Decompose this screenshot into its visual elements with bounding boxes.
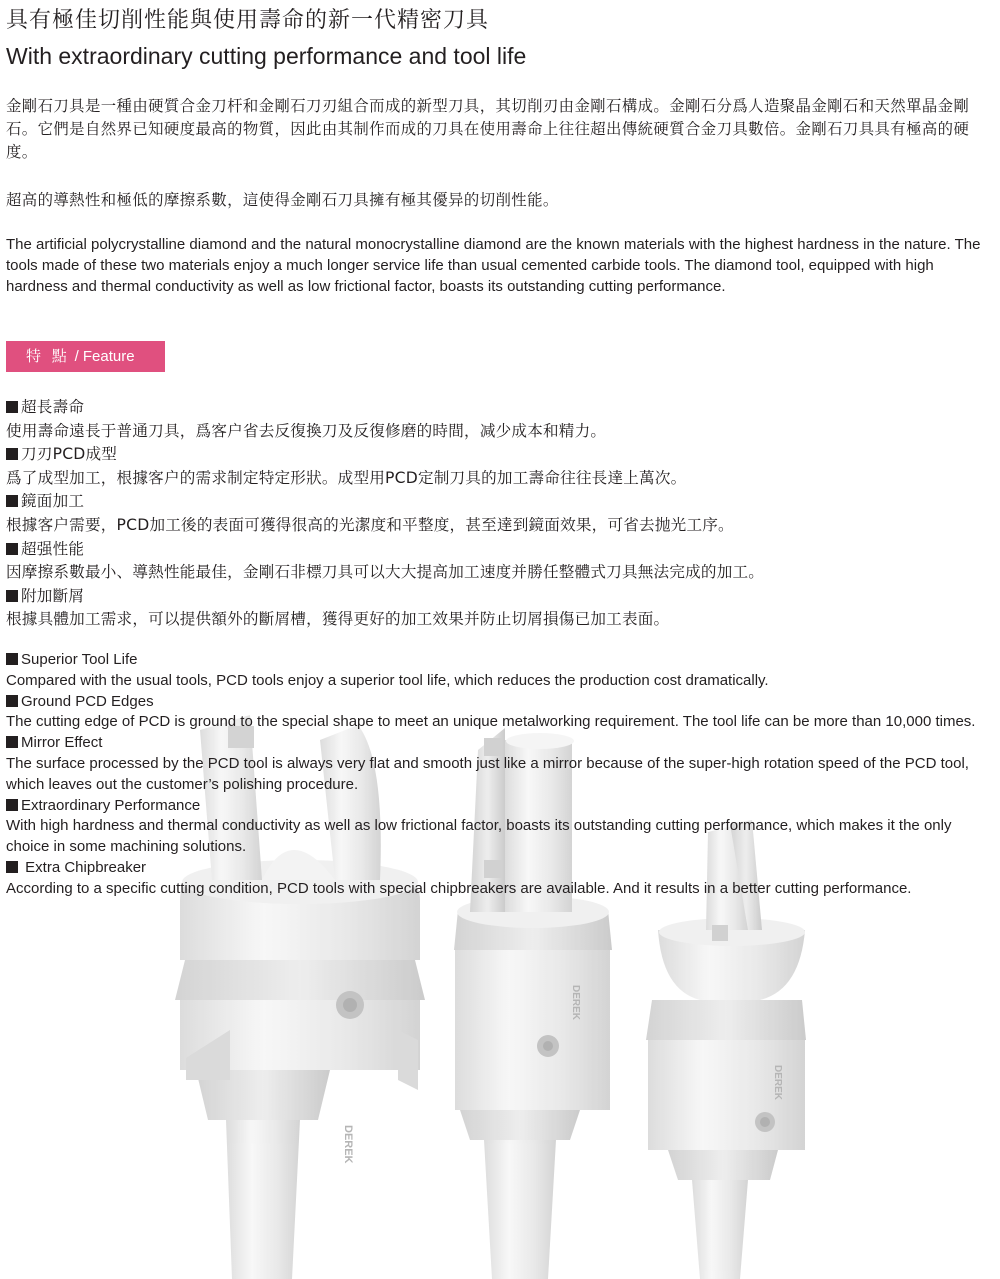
page-title-zh: 具有極佳切削性能與使用壽命的新一代精密刀具 <box>6 8 490 33</box>
brand-label-1: DEREK <box>342 1125 354 1164</box>
feature-section-badge <box>6 341 165 372</box>
feature-zh-desc: 因摩擦系數最小、導熱性能最佳，金剛石非標刀具可以大大提高加工速度并勝任整體式刀具無法完成的加工。 <box>6 563 765 582</box>
feature-list-en <box>6 650 996 900</box>
bullet-square-icon <box>6 543 18 555</box>
feature-en-desc: According to a specific cutting condition, PCD tools with special chipbreakers are available. And it results in a better cutting performance. <box>6 879 912 897</box>
bullet-square-icon <box>6 695 18 707</box>
page-title-en: With extraordinary cutting performance and tool life <box>6 43 527 69</box>
feature-en-title: Mirror Effect <box>6 733 996 754</box>
feature-en-title: Ground PCD Edges <box>6 692 996 713</box>
bullet-square-icon <box>6 448 18 460</box>
feature-zh-title: 附加斷屑 <box>6 585 991 609</box>
bullet-square-icon <box>6 799 18 811</box>
intro-paragraph-en: The artificial polycrystalline diamond and the natural monocrystalline diamond are the known materials with the highest hardness in the nature. The tools made of these two materials enjoy a much longer service life than usual cemented carbide tools. The diamond tool, equipped with high hardness and thermal conductivity as well as low frictional factor, boasts its outstanding cutting performance. <box>6 236 981 295</box>
bullet-square-icon <box>6 653 18 665</box>
feature-zh-title: 超長壽命 <box>6 396 991 420</box>
feature-zh-desc: 根據具體加工需求，可以提供額外的斷屑槽，獲得更好的加工效果并防止切屑損傷已加工表面。 <box>6 610 670 629</box>
feature-badge-zh: 特 點 <box>26 347 70 365</box>
feature-en-desc: The surface processed by the PCD tool is always very flat and smooth just like a mirror because of the super-high rotation speed of the PCD tool, which leaves out the customer’s polishing procedure. <box>6 754 969 793</box>
feature-en-desc: With high hardness and thermal conductivity as well as low frictional factor, boasts its outstanding cutting performance, which makes it the only choice in some machining solutions. <box>6 817 952 856</box>
feature-zh-desc: 使用壽命遠長于普通刀具，爲客户省去反復換刀及反復修磨的時間，减少成本和精力。 <box>6 421 607 440</box>
feature-en-title: Extraordinary Performance <box>6 796 996 817</box>
feature-zh-desc: 根據客户需要，PCD加工後的表面可獲得很高的光潔度和平整度，甚至達到鏡面效果，可省去抛光工序。 <box>6 515 734 534</box>
feature-list-zh <box>6 396 991 632</box>
feature-zh-desc: 爲了成型加工，根據客户的需求制定特定形狀。成型用PCD定制刀具的加工壽命往往長達上萬次。 <box>6 468 687 487</box>
feature-zh-title: 刀刃PCD成型 <box>6 443 991 467</box>
brand-label-3: DEREK <box>772 1065 783 1101</box>
bullet-square-icon <box>6 861 18 873</box>
feature-en-desc: The cutting edge of PCD is ground to the special shape to meet an unique metalworking requirement. The tool life can be more than 10,000 times. <box>6 713 976 731</box>
intro-paragraph-zh-2: 超高的導熱性和極低的摩擦系數，這使得金剛石刀具擁有極其優异的切削性能。 <box>6 191 559 209</box>
intro-paragraph-zh-1: 金剛石刀具是一種由硬質合金刀杆和金剛石刀刃組合而成的新型刀具，其切削刃由金剛石構成。金剛石分爲人造聚晶金剛石和天然單晶金剛石。它們是自然界已知硬度最高的物質，因此由其制作而成的刀具在使用壽命上往往超出傳統硬質合金刀具數倍。金剛石刀具具有極高的硬度。 <box>6 97 970 161</box>
bullet-square-icon <box>6 736 18 748</box>
feature-en-title: Extra Chipbreaker <box>6 858 996 879</box>
feature-en-desc: Compared with the usual tools, PCD tools enjoy a superior tool life, which reduces the production cost dramatically. <box>6 671 769 689</box>
feature-zh-title: 鏡面加工 <box>6 490 991 514</box>
feature-zh-title: 超强性能 <box>6 538 991 562</box>
feature-badge-en: / Feature <box>74 348 135 365</box>
bullet-square-icon <box>6 495 18 507</box>
bullet-square-icon <box>6 401 18 413</box>
brand-label-2: DEREK <box>570 985 581 1021</box>
bullet-square-icon <box>6 590 18 602</box>
feature-en-title: Superior Tool Life <box>6 650 996 671</box>
